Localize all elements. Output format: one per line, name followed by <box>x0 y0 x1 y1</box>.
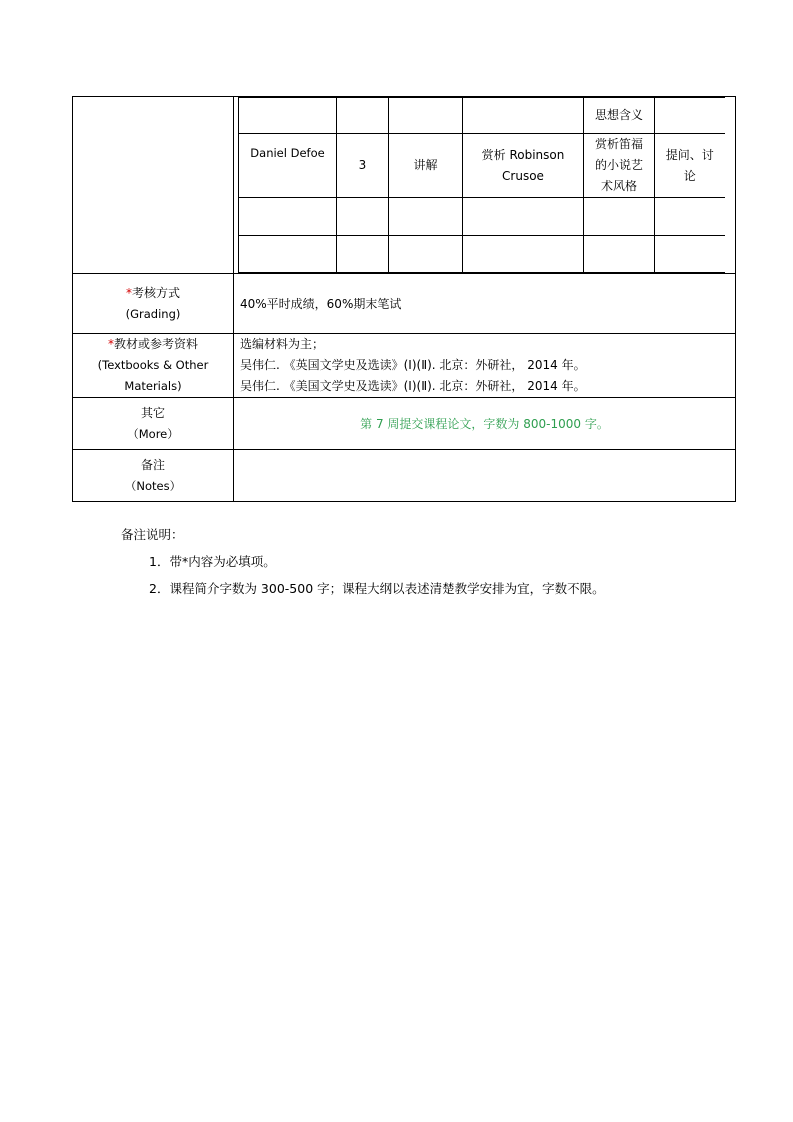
content-cell <box>463 134 584 198</box>
activity-cell <box>655 134 725 198</box>
content-cell <box>463 98 584 134</box>
goal-line: 的小说艺 <box>594 158 643 172</box>
empty-cell <box>389 198 463 236</box>
empty-cell <box>655 236 725 273</box>
empty-cell <box>584 198 655 236</box>
empty-cell <box>239 236 337 273</box>
empty-cell <box>463 198 584 236</box>
course-info-table <box>72 96 736 502</box>
materials-line: 选编材料为主； <box>240 337 325 351</box>
materials-label-en: (Textbooks & Other <box>97 358 209 372</box>
hours-cell: 3 <box>337 134 389 198</box>
materials-value <box>234 334 736 398</box>
method-cell: 讲解 <box>389 134 463 198</box>
materials-label-cn: 教材或参考资料 <box>113 337 198 351</box>
content-line: Crusoe <box>502 168 544 183</box>
empty-cell <box>655 198 725 236</box>
more-value: 第 7 周提交课程论文，字数为 800-1000 字。 <box>234 398 736 450</box>
materials-label <box>73 334 234 398</box>
schedule-label-cell <box>73 97 234 274</box>
schedule-row <box>239 198 725 236</box>
hours-cell <box>337 98 389 134</box>
empty-cell <box>337 236 389 273</box>
remarks-label <box>73 450 234 502</box>
activity-line: 提问、讨 <box>665 147 714 162</box>
goal-cell: 思想含义 <box>584 98 655 134</box>
schedule-cell <box>234 97 736 274</box>
empty-cell <box>584 236 655 273</box>
materials-line: 吴伟仁. 《英国文学史及选读》(Ⅰ)(Ⅱ). 北京：外研社， 2014 年。 <box>240 358 586 372</box>
notes-item: 1．带*内容为必填项。 <box>149 554 276 569</box>
goal-line: 赏析笛福 <box>594 137 643 151</box>
remarks-value <box>234 450 736 502</box>
grading-value: 40%平时成绩，60%期末笔试 <box>234 274 736 334</box>
method-cell <box>389 98 463 134</box>
grading-label-cn: 考核方式 <box>131 285 180 300</box>
more-label-en: （More） <box>127 426 179 441</box>
materials-label-en: Materials) <box>124 379 182 393</box>
empty-cell <box>337 198 389 236</box>
required-mark: * <box>125 285 132 300</box>
grading-label-en: (Grading) <box>125 306 181 321</box>
notes-item: 2．课程简介字数为 300-500 字；课程大纲以表述清楚教学安排为宜，字数不限。 <box>149 581 605 596</box>
empty-cell <box>463 236 584 273</box>
schedule-row <box>239 134 725 198</box>
notes-title: 备注说明： <box>121 527 184 542</box>
schedule-row <box>239 236 725 273</box>
empty-cell <box>239 198 337 236</box>
notes-section <box>121 521 605 602</box>
goal-line: 术风格 <box>600 179 637 193</box>
remarks-label-cn: 备注 <box>140 457 165 472</box>
author-cell <box>239 98 337 134</box>
grading-label <box>73 274 234 334</box>
schedule-table <box>238 97 725 273</box>
required-mark: * <box>107 337 114 351</box>
activity-line: 论 <box>683 168 696 183</box>
author-cell: Daniel Defoe <box>239 134 337 198</box>
content-line: 赏析 Robinson <box>481 147 565 162</box>
empty-cell <box>389 236 463 273</box>
goal-cell <box>584 134 655 198</box>
activity-cell <box>655 98 725 134</box>
more-label-cn: 其它 <box>140 405 165 420</box>
more-label <box>73 398 234 450</box>
materials-line: 吴伟仁. 《美国文学史及选读》(Ⅰ)(Ⅱ). 北京：外研社， 2014 年。 <box>240 379 586 393</box>
remarks-label-en: （Notes） <box>124 478 182 493</box>
schedule-row <box>239 98 725 134</box>
